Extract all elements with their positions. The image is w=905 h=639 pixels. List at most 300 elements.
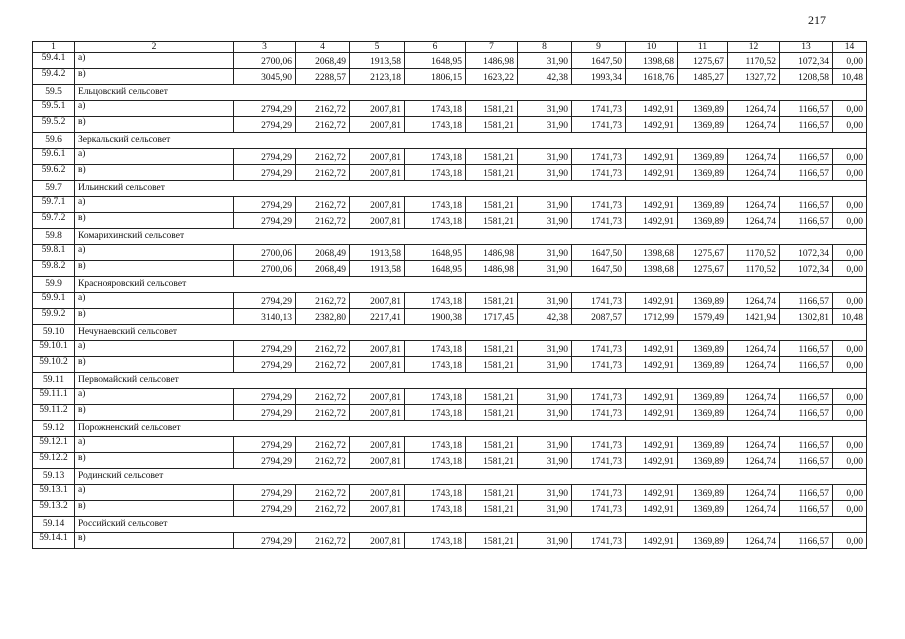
table-row <box>33 53 867 69</box>
value-cell: 1486,98 <box>466 245 518 261</box>
value-cell: 1743,18 <box>405 293 466 309</box>
value-cell: 1166,57 <box>780 357 833 373</box>
value-cell: 2162,72 <box>296 453 350 469</box>
row-code: 59.13.1 <box>33 485 75 501</box>
column-header: 3 <box>234 42 296 53</box>
value-cell: 1741,73 <box>572 341 626 357</box>
value-cell: 1369,89 <box>678 453 728 469</box>
value-cell: 1369,89 <box>678 197 728 213</box>
value-cell: 1743,18 <box>405 533 466 549</box>
value-cell: 1369,89 <box>678 117 728 133</box>
row-code: 59.12.1 <box>33 437 75 453</box>
table-row <box>33 293 867 309</box>
value-cell: 1993,34 <box>572 69 626 85</box>
value-cell: 31,90 <box>518 533 572 549</box>
column-header: 5 <box>350 42 405 53</box>
section-row <box>33 229 867 245</box>
value-cell: 2162,72 <box>296 533 350 549</box>
column-header: 1 <box>33 42 75 53</box>
value-cell: 1743,18 <box>405 405 466 421</box>
value-cell: 1170,52 <box>728 53 780 69</box>
value-cell: 1741,73 <box>572 405 626 421</box>
value-cell: 1166,57 <box>780 437 833 453</box>
value-cell: 1369,89 <box>678 389 728 405</box>
value-cell: 2068,49 <box>296 245 350 261</box>
table-row <box>33 149 867 165</box>
value-cell: 1581,21 <box>466 357 518 373</box>
value-cell: 42,38 <box>518 69 572 85</box>
value-cell: 2162,72 <box>296 501 350 517</box>
value-cell: 31,90 <box>518 437 572 453</box>
row-code: 59.11.2 <box>33 405 75 421</box>
value-cell: 2794,29 <box>234 389 296 405</box>
section-title: Краснояровский сельсовет <box>75 277 867 293</box>
value-cell: 1369,89 <box>678 485 728 501</box>
value-cell: 0,00 <box>833 101 867 117</box>
value-cell: 1486,98 <box>466 261 518 277</box>
value-cell: 2068,49 <box>296 53 350 69</box>
value-cell: 1485,27 <box>678 69 728 85</box>
row-code: 59.9.1 <box>33 293 75 309</box>
value-cell: 1741,73 <box>572 213 626 229</box>
value-cell: 1581,21 <box>466 437 518 453</box>
row-code: 59.6.2 <box>33 165 75 181</box>
section-row <box>33 133 867 149</box>
value-cell: 31,90 <box>518 485 572 501</box>
row-code: 59.9.2 <box>33 309 75 325</box>
value-cell: 1623,22 <box>466 69 518 85</box>
value-cell: 1743,18 <box>405 389 466 405</box>
value-cell: 2794,29 <box>234 405 296 421</box>
value-cell: 1264,74 <box>728 197 780 213</box>
value-cell: 10,48 <box>833 69 867 85</box>
value-cell: 1741,73 <box>572 485 626 501</box>
value-cell: 2162,72 <box>296 197 350 213</box>
value-cell: 1741,73 <box>572 293 626 309</box>
value-cell: 1492,91 <box>626 117 678 133</box>
value-cell: 1166,57 <box>780 197 833 213</box>
value-cell: 0,00 <box>833 357 867 373</box>
value-cell: 1421,94 <box>728 309 780 325</box>
value-cell: 2007,81 <box>350 533 405 549</box>
value-cell: 1913,58 <box>350 261 405 277</box>
section-code: 59.8 <box>33 229 75 245</box>
value-cell: 1166,57 <box>780 149 833 165</box>
value-cell: 1492,91 <box>626 357 678 373</box>
row-code: 59.4.1 <box>33 53 75 69</box>
table-row <box>33 341 867 357</box>
value-cell: 2007,81 <box>350 437 405 453</box>
value-cell: 3140,13 <box>234 309 296 325</box>
value-cell: 1581,21 <box>466 293 518 309</box>
value-cell: 1369,89 <box>678 501 728 517</box>
value-cell: 1166,57 <box>780 501 833 517</box>
value-cell: 31,90 <box>518 501 572 517</box>
value-cell: 1741,73 <box>572 149 626 165</box>
value-cell: 1581,21 <box>466 197 518 213</box>
value-cell: 1275,67 <box>678 245 728 261</box>
value-cell: 31,90 <box>518 453 572 469</box>
value-cell: 2162,72 <box>296 117 350 133</box>
value-cell: 1264,74 <box>728 293 780 309</box>
table-row <box>33 309 867 325</box>
section-row <box>33 85 867 101</box>
value-cell: 2794,29 <box>234 293 296 309</box>
row-subitem: в) <box>75 117 234 133</box>
row-subitem: а) <box>75 197 234 213</box>
value-cell: 2288,57 <box>296 69 350 85</box>
row-code: 59.14.1 <box>33 533 75 549</box>
row-code: 59.8.1 <box>33 245 75 261</box>
row-code: 59.12.2 <box>33 453 75 469</box>
value-cell: 31,90 <box>518 357 572 373</box>
section-code: 59.6 <box>33 133 75 149</box>
value-cell: 1264,74 <box>728 213 780 229</box>
section-row <box>33 421 867 437</box>
value-cell: 31,90 <box>518 149 572 165</box>
value-cell: 1166,57 <box>780 293 833 309</box>
value-cell: 1170,52 <box>728 261 780 277</box>
row-code: 59.5.2 <box>33 117 75 133</box>
value-cell: 1492,91 <box>626 501 678 517</box>
value-cell: 2162,72 <box>296 341 350 357</box>
value-cell: 1166,57 <box>780 485 833 501</box>
table-row <box>33 389 867 405</box>
value-cell: 1581,21 <box>466 117 518 133</box>
value-cell: 1743,18 <box>405 213 466 229</box>
value-cell: 0,00 <box>833 389 867 405</box>
value-cell: 0,00 <box>833 149 867 165</box>
value-cell: 1741,73 <box>572 501 626 517</box>
value-cell: 1170,52 <box>728 245 780 261</box>
value-cell: 1264,74 <box>728 357 780 373</box>
value-cell: 2794,29 <box>234 357 296 373</box>
value-cell: 1264,74 <box>728 453 780 469</box>
value-cell: 1264,74 <box>728 341 780 357</box>
value-cell: 2162,72 <box>296 437 350 453</box>
row-code: 59.8.2 <box>33 261 75 277</box>
value-cell: 1072,34 <box>780 261 833 277</box>
section-code: 59.14 <box>33 517 75 533</box>
value-cell: 1648,95 <box>405 245 466 261</box>
value-cell: 2794,29 <box>234 117 296 133</box>
value-cell: 1741,73 <box>572 357 626 373</box>
value-cell: 1581,21 <box>466 485 518 501</box>
value-cell: 1492,91 <box>626 101 678 117</box>
row-subitem: в) <box>75 213 234 229</box>
section-title: Родинский сельсовет <box>75 469 867 485</box>
row-code: 59.11.1 <box>33 389 75 405</box>
value-cell: 1648,95 <box>405 53 466 69</box>
value-cell: 1264,74 <box>728 117 780 133</box>
value-cell: 2007,81 <box>350 197 405 213</box>
value-cell: 1492,91 <box>626 389 678 405</box>
value-cell: 1264,74 <box>728 405 780 421</box>
section-title: Комарихинский сельсовет <box>75 229 867 245</box>
value-cell: 2794,29 <box>234 213 296 229</box>
column-header: 14 <box>833 42 867 53</box>
value-cell: 0,00 <box>833 437 867 453</box>
value-cell: 2794,29 <box>234 453 296 469</box>
column-header: 9 <box>572 42 626 53</box>
tariff-table <box>32 41 867 549</box>
value-cell: 1208,58 <box>780 69 833 85</box>
value-cell: 0,00 <box>833 485 867 501</box>
value-cell: 2068,49 <box>296 261 350 277</box>
table-row <box>33 213 867 229</box>
row-code: 59.13.2 <box>33 501 75 517</box>
table-row <box>33 437 867 453</box>
value-cell: 0,00 <box>833 245 867 261</box>
value-cell: 0,00 <box>833 197 867 213</box>
value-cell: 0,00 <box>833 453 867 469</box>
row-code: 59.6.1 <box>33 149 75 165</box>
value-cell: 2007,81 <box>350 389 405 405</box>
value-cell: 0,00 <box>833 117 867 133</box>
value-cell: 1618,76 <box>626 69 678 85</box>
value-cell: 1581,21 <box>466 501 518 517</box>
column-header: 4 <box>296 42 350 53</box>
row-subitem: в) <box>75 69 234 85</box>
table-row <box>33 357 867 373</box>
column-header: 12 <box>728 42 780 53</box>
row-subitem: в) <box>75 453 234 469</box>
value-cell: 1264,74 <box>728 437 780 453</box>
value-cell: 1072,34 <box>780 245 833 261</box>
row-subitem: в) <box>75 405 234 421</box>
value-cell: 31,90 <box>518 213 572 229</box>
value-cell: 1581,21 <box>466 341 518 357</box>
value-cell: 1369,89 <box>678 165 728 181</box>
value-cell: 2217,41 <box>350 309 405 325</box>
value-cell: 1166,57 <box>780 405 833 421</box>
value-cell: 2700,06 <box>234 245 296 261</box>
value-cell: 1369,89 <box>678 357 728 373</box>
table-row <box>33 165 867 181</box>
value-cell: 1743,18 <box>405 197 466 213</box>
value-cell: 1492,91 <box>626 341 678 357</box>
value-cell: 1398,68 <box>626 53 678 69</box>
row-subitem: в) <box>75 261 234 277</box>
table-body <box>33 53 867 549</box>
value-cell: 2123,18 <box>350 69 405 85</box>
value-cell: 1398,68 <box>626 261 678 277</box>
value-cell: 1275,67 <box>678 53 728 69</box>
row-code: 59.10.2 <box>33 357 75 373</box>
row-subitem: а) <box>75 437 234 453</box>
value-cell: 2794,29 <box>234 197 296 213</box>
value-cell: 1647,50 <box>572 261 626 277</box>
value-cell: 2007,81 <box>350 149 405 165</box>
value-cell: 1581,21 <box>466 389 518 405</box>
value-cell: 1743,18 <box>405 341 466 357</box>
value-cell: 3045,90 <box>234 69 296 85</box>
row-subitem: а) <box>75 389 234 405</box>
value-cell: 31,90 <box>518 197 572 213</box>
section-code: 59.10 <box>33 325 75 341</box>
table-row <box>33 501 867 517</box>
value-cell: 1741,73 <box>572 437 626 453</box>
value-cell: 1741,73 <box>572 101 626 117</box>
value-cell: 1743,18 <box>405 117 466 133</box>
section-title: Ельцовский сельсовет <box>75 85 867 101</box>
page-number: 217 <box>808 13 826 27</box>
value-cell: 0,00 <box>833 213 867 229</box>
row-subitem: в) <box>75 165 234 181</box>
column-header: 11 <box>678 42 728 53</box>
row-code: 59.10.1 <box>33 341 75 357</box>
value-cell: 1581,21 <box>466 101 518 117</box>
value-cell: 2007,81 <box>350 501 405 517</box>
value-cell: 2007,81 <box>350 101 405 117</box>
value-cell: 0,00 <box>833 53 867 69</box>
value-cell: 2794,29 <box>234 165 296 181</box>
value-cell: 1492,91 <box>626 149 678 165</box>
value-cell: 1398,68 <box>626 245 678 261</box>
value-cell: 1647,50 <box>572 53 626 69</box>
value-cell: 31,90 <box>518 53 572 69</box>
value-cell: 1264,74 <box>728 165 780 181</box>
value-cell: 2794,29 <box>234 501 296 517</box>
value-cell: 2007,81 <box>350 165 405 181</box>
value-cell: 2007,81 <box>350 341 405 357</box>
value-cell: 1648,95 <box>405 261 466 277</box>
value-cell: 1741,73 <box>572 389 626 405</box>
value-cell: 0,00 <box>833 261 867 277</box>
column-header-row <box>33 42 867 53</box>
value-cell: 1072,34 <box>780 53 833 69</box>
table-row <box>33 69 867 85</box>
value-cell: 1166,57 <box>780 341 833 357</box>
value-cell: 1264,74 <box>728 533 780 549</box>
section-code: 59.9 <box>33 277 75 293</box>
value-cell: 1492,91 <box>626 533 678 549</box>
value-cell: 1581,21 <box>466 213 518 229</box>
value-cell: 2007,81 <box>350 405 405 421</box>
value-cell: 1741,73 <box>572 533 626 549</box>
value-cell: 2162,72 <box>296 293 350 309</box>
value-cell: 2007,81 <box>350 293 405 309</box>
value-cell: 1166,57 <box>780 117 833 133</box>
value-cell: 2382,80 <box>296 309 350 325</box>
section-row <box>33 181 867 197</box>
value-cell: 31,90 <box>518 165 572 181</box>
column-header: 7 <box>466 42 518 53</box>
value-cell: 2162,72 <box>296 149 350 165</box>
value-cell: 1327,72 <box>728 69 780 85</box>
table-row <box>33 197 867 213</box>
row-subitem: а) <box>75 53 234 69</box>
row-subitem: а) <box>75 245 234 261</box>
value-cell: 2162,72 <box>296 405 350 421</box>
table-row <box>33 245 867 261</box>
value-cell: 2794,29 <box>234 437 296 453</box>
column-header: 8 <box>518 42 572 53</box>
value-cell: 1743,18 <box>405 101 466 117</box>
value-cell: 1486,98 <box>466 53 518 69</box>
value-cell: 1369,89 <box>678 293 728 309</box>
value-cell: 1743,18 <box>405 165 466 181</box>
value-cell: 2794,29 <box>234 485 296 501</box>
value-cell: 2794,29 <box>234 341 296 357</box>
value-cell: 2007,81 <box>350 213 405 229</box>
value-cell: 1492,91 <box>626 485 678 501</box>
row-code: 59.4.2 <box>33 69 75 85</box>
value-cell: 31,90 <box>518 389 572 405</box>
row-code: 59.7.1 <box>33 197 75 213</box>
table-row <box>33 261 867 277</box>
value-cell: 1492,91 <box>626 213 678 229</box>
value-cell: 1712,99 <box>626 309 678 325</box>
value-cell: 1264,74 <box>728 101 780 117</box>
value-cell: 1741,73 <box>572 165 626 181</box>
value-cell: 2700,06 <box>234 261 296 277</box>
value-cell: 10,48 <box>833 309 867 325</box>
value-cell: 1743,18 <box>405 357 466 373</box>
value-cell: 31,90 <box>518 405 572 421</box>
value-cell: 1579,49 <box>678 309 728 325</box>
value-cell: 1166,57 <box>780 165 833 181</box>
row-subitem: а) <box>75 485 234 501</box>
section-row <box>33 277 867 293</box>
value-cell: 1492,91 <box>626 405 678 421</box>
column-header: 13 <box>780 42 833 53</box>
value-cell: 1166,57 <box>780 389 833 405</box>
value-cell: 2794,29 <box>234 533 296 549</box>
value-cell: 0,00 <box>833 405 867 421</box>
value-cell: 1581,21 <box>466 533 518 549</box>
value-cell: 1369,89 <box>678 533 728 549</box>
value-cell: 1741,73 <box>572 453 626 469</box>
table-row <box>33 405 867 421</box>
section-title: Первомайский сельсовет <box>75 373 867 389</box>
section-row <box>33 373 867 389</box>
value-cell: 2794,29 <box>234 101 296 117</box>
section-code: 59.13 <box>33 469 75 485</box>
column-header: 2 <box>75 42 234 53</box>
value-cell: 1302,81 <box>780 309 833 325</box>
column-header: 10 <box>626 42 678 53</box>
row-subitem: а) <box>75 149 234 165</box>
row-subitem: в) <box>75 357 234 373</box>
section-code: 59.12 <box>33 421 75 437</box>
value-cell: 1581,21 <box>466 405 518 421</box>
value-cell: 1492,91 <box>626 437 678 453</box>
row-code: 59.5.1 <box>33 101 75 117</box>
value-cell: 1900,38 <box>405 309 466 325</box>
table-row <box>33 101 867 117</box>
value-cell: 1166,57 <box>780 533 833 549</box>
value-cell: 1369,89 <box>678 437 728 453</box>
row-subitem: а) <box>75 293 234 309</box>
section-code: 59.5 <box>33 85 75 101</box>
value-cell: 1743,18 <box>405 485 466 501</box>
value-cell: 0,00 <box>833 501 867 517</box>
section-code: 59.7 <box>33 181 75 197</box>
value-cell: 0,00 <box>833 341 867 357</box>
value-cell: 31,90 <box>518 245 572 261</box>
value-cell: 1743,18 <box>405 501 466 517</box>
value-cell: 2007,81 <box>350 453 405 469</box>
value-cell: 31,90 <box>518 117 572 133</box>
value-cell: 1492,91 <box>626 165 678 181</box>
value-cell: 0,00 <box>833 293 867 309</box>
value-cell: 1264,74 <box>728 485 780 501</box>
row-subitem: в) <box>75 501 234 517</box>
value-cell: 1743,18 <box>405 437 466 453</box>
value-cell: 1369,89 <box>678 149 728 165</box>
value-cell: 1166,57 <box>780 101 833 117</box>
